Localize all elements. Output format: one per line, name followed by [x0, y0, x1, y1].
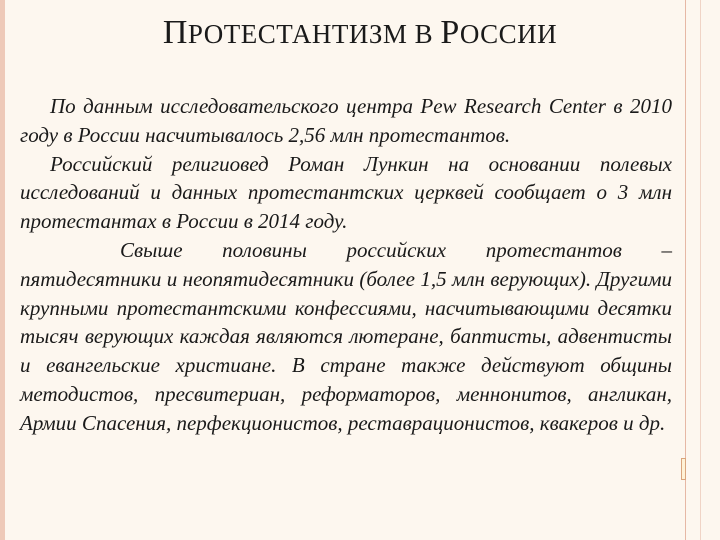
left-border-stripe [0, 0, 5, 540]
title-rest-1: РОТЕСТАНТИЗМ В [187, 19, 441, 49]
title-rest-2: ОССИИ [459, 19, 558, 49]
paragraph-pew-research: По данным исследовательского центра Pew Research Center в 2010 году в России насчитывалось 2,56 млн протестантов. [20, 94, 672, 147]
title-initial-1: П [162, 14, 188, 51]
bookmark-marker [681, 458, 686, 480]
slide-body [20, 92, 672, 438]
paragraph-lunkin: Российский религиовед Роман Лункин на основании полевых исследований и данных протестантских церквей сообщает о 3 млн протестантах в России в 2014 году. [20, 151, 672, 234]
title-initial-2: Р [440, 14, 460, 51]
paragraph-denominations: Свыше половины российских протестантов – пятидесятники и неопятидесятники (более 1,5 млн верующих). Другими крупными протестантскими конфессиями, насчитывающими десятки тысяч верующих каждая являются лютеране, баптисты, адвентисты и евангельские христиане. В стране также действуют общины методистов, пресвитериан, реформаторов, меннонитов, англикан, Армии Спасения, перфекционистов, реставрационистов, квакеров и др. [20, 237, 672, 435]
slide-title [0, 14, 720, 52]
right-divider-line-outer [700, 0, 701, 540]
